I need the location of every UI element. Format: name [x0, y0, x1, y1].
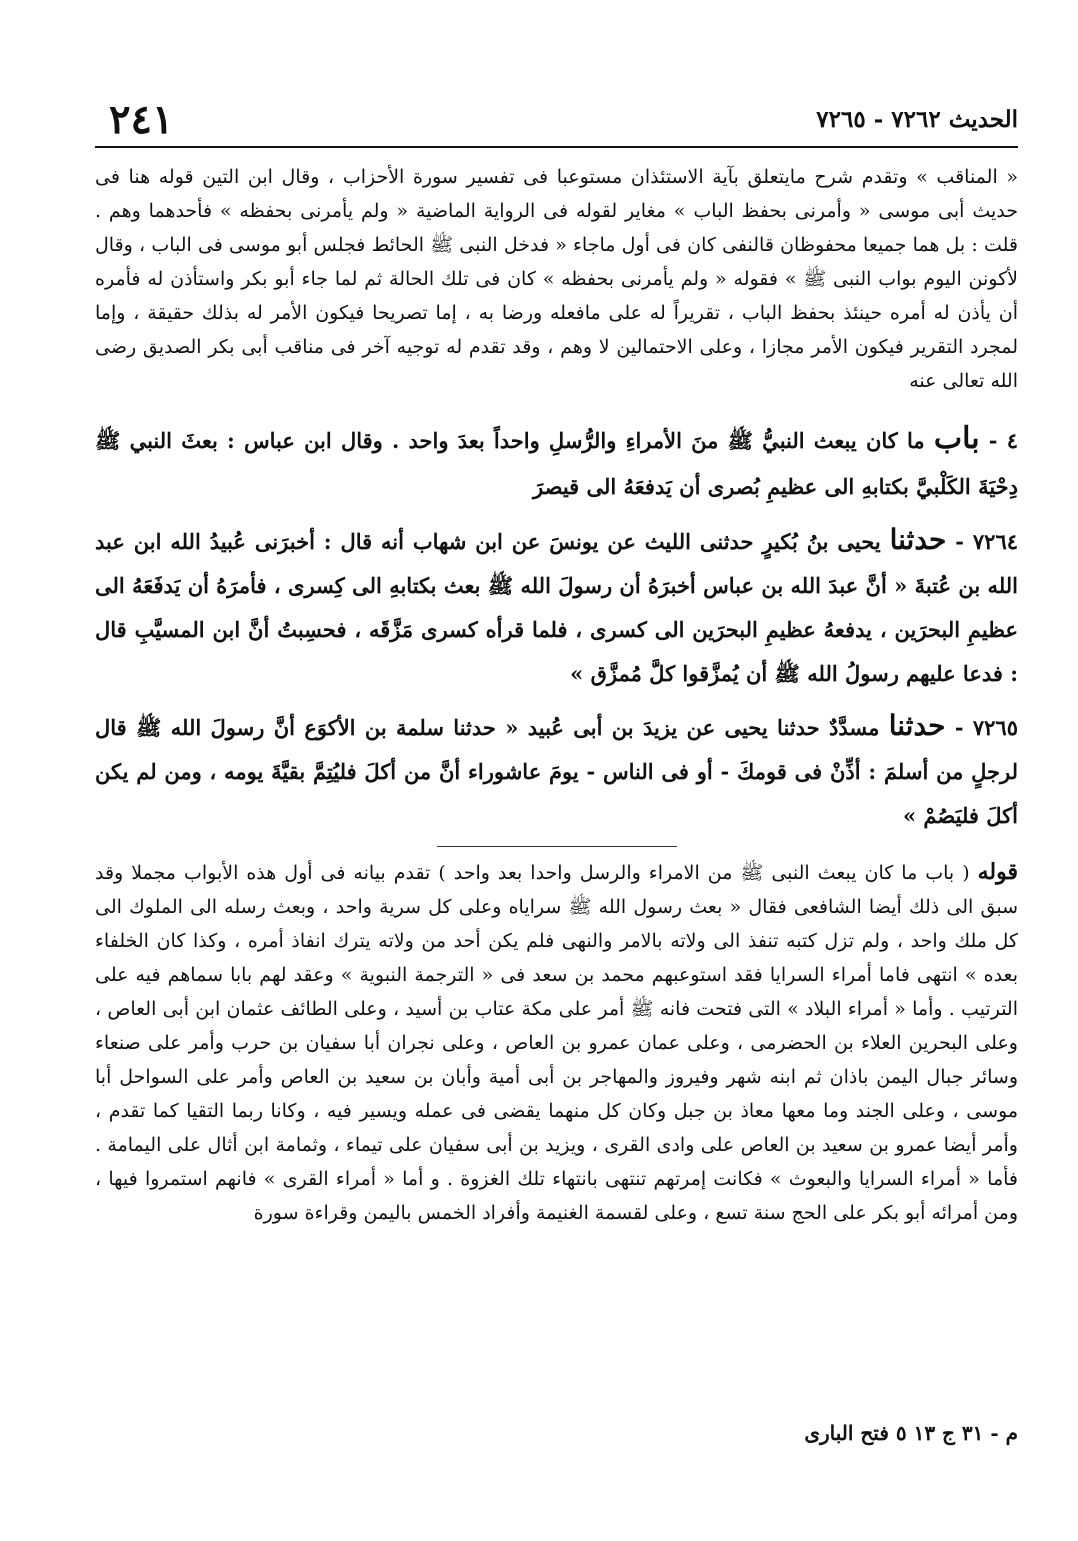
header-rule — [95, 146, 1018, 148]
hadith-text: مسدَّدٌ حدثنا يحيى عن يزيدَ بن أبى عُبيد « حدثنا سلمة بن الأكوَع أنَّ رسولَ الله ﷺ قال لرجلٍ من أسلمَ : أذِّنْ فى قومكَ - أو فى الناس - يومَ عاشوراء أنَّ من أكلَ فليُتِمَّ بقيَّةَ يومه ، ومن لم يكن أكلَ فليَصُمْ » — [95, 715, 1018, 828]
page-content — [95, 160, 1018, 1230]
hadith-number: ٧٢٦٥ - — [954, 715, 1018, 740]
chapter-heading — [95, 416, 1018, 510]
hadith-haddathana: حدثنا — [889, 523, 947, 556]
page-number: ٢٤١ — [109, 96, 174, 143]
hadith-number: ٧٢٦٤ - — [955, 529, 1019, 554]
hadith-haddathana: حدثنا — [888, 709, 946, 742]
hadith-text: يحيى بنُ بُكيرٍ حدثنى الليث عن يونسَ عن ابن شهاب أنه قال : أخبرَنى عُبيدُ الله ابن عبد الله بن عُتبةَ « أنَّ عبدَ الله بن عباس أخبرَهُ أن رسولَ الله ﷺ بعث بكتابهِ الى كِسرى ، فأمرَهُ أن يَدفَعَهُ الى عظيمِ البحرَين ، يدفعهُ عظيمِ البحرَين الى كسرى ، فلما قرأه كسرى مَزَّقَه ، فحسِبتُ أنَّ ابن المسيَّبِ قال : فدعا عليهم رسولُ الله ﷺ أن يُمزَّقوا كلَّ مُمزَّق » — [95, 529, 1018, 686]
chapter-bab-label: باب — [933, 421, 980, 456]
page-footer — [95, 1421, 1018, 1461]
qawluhu-text: ( باب ما كان يبعث النبى ﷺ من الامراء والرسل واحدا بعد واحد ) تقدم بيانه فى أول هذه الأبواب مجملا وقد سبق الى ذلك أيضا الشافعى فقال « بعث رسول الله ﷺ سراياه وعلى كل سرية واحد ، وبعث رسله الى الملوك الى كل ملك واحد ، ولم تزل كتبه تنفذ الى ولاته بالامر والنهى فلم يكن أحد من ولاته يترك انفاذ أمره ، وكذا كان الخلفاء بعده » انتهى فاما أمراء السرايا فقد استوعبهم محمد بن سعد فى « الترجمة النبوية » وعقد لهم بابا سماهم فيه على الترتيب . وأما « أمراء البلاد » التى فتحت فانه ﷺ أمر على مكة عتاب بن أسيد ، وعلى الطائف عثمان ابن أبى العاص ، وعلى البحرين العلاء بن الحضرمى ، وعلى عمان عمرو بن العاص ، وعلى نجران أبا سفيان بن حرب وأمر على صنعاء وسائر جبال اليمن باذان ثم ابنه شهر وفيروز والمهاجر بن أبى أمية وأبان بن سعيد بن العاص وأمر على السواحل أبا موسى ، وعلى الجند وما معها معاذ بن جبل وكان كل منهما يقضى فى عمله ويسير فيه ، وكانا ربما التقيا كما تقدم ، وأمر أيضا عمرو بن سعيد بن العاص على وادى القرى ، ويزيد بن أبى سفيان على تيماء ، وثمامة ابن أثال على اليمامة . فأما « أمراء السرايا والبعوث » فكانت إمرتهم تنتهى بانتهاء تلك الغزوة . و أما « أمراء القرى » فانهم استمروا فيها ، ومن أمرائه أبو بكر على الحج سنة تسع ، وعلى لقسمة الغنيمة وأفراد الخمس باليمن وقراءة سورة — [95, 862, 1018, 1224]
running-head: الحديث ٧٢٦٢ - ٧٢٦٥ — [816, 106, 1018, 133]
hadith-7264 — [95, 518, 1018, 696]
chapter-title: ما كان يبعث النبيُّ ﷺ منَ الأمراءِ والرُّسلِ واحداً بعدَ واحد . وقال ابن عباس : بعثَ النبي ﷺ دِحْيَةَ الكَلْبيَّ بكتابهِ الى عظيمِ بُصرى أن يَدفعَهُ الى قيصرَ — [95, 428, 1018, 499]
section-separator — [437, 846, 677, 847]
commentary-qawluhu — [95, 855, 1018, 1230]
commentary-paragraph: « المناقب » وتقدم شرح مايتعلق بآية الاستئذان مستوعبا فى تفسير سورة الأحزاب ، وقال ابن التين قوله هنا فى حديث أبى موسى « وأمرنى بحفظ الباب » مغاير لقوله فى الرواية الماضية « ولم يأمرنى بحفظه » فأحدهما وهم . قلت : بل هما جميعا محفوظان قالنفى كان فى أول ماجاء « فدخل النبى ﷺ الحائط فجلس أبو موسى فى الباب ، وقال لأكونن اليوم بواب النبى ﷺ » فقوله « ولم يأمرنى بحفظه » كان فى تلك الحالة ثم لما جاء أبو بكر واستأذن له فأمره أن يأذن له أمره حينئذ بحفظ الباب ، تقريراً له على مافعله ورضا به ، إما تصريحا فيكون الأمر له بذلك حقيقة ، وإما لمجرد التقرير فيكون الأمر مجازا ، وعلى الاحتمالين لا وهم ، وقد تقدم له توجيه آخر فى مناقب أبى بكر الصديق رضى الله تعالى عنه — [95, 166, 1018, 392]
qawluhu-lead: قوله — [977, 859, 1018, 885]
page-header — [95, 92, 1018, 152]
hadith-7265 — [95, 704, 1018, 838]
chapter-number: ٤ - — [988, 428, 1019, 453]
footer-signature: م - ٣١ ج ١٣ ٥ فتح البارى — [804, 1421, 1018, 1445]
